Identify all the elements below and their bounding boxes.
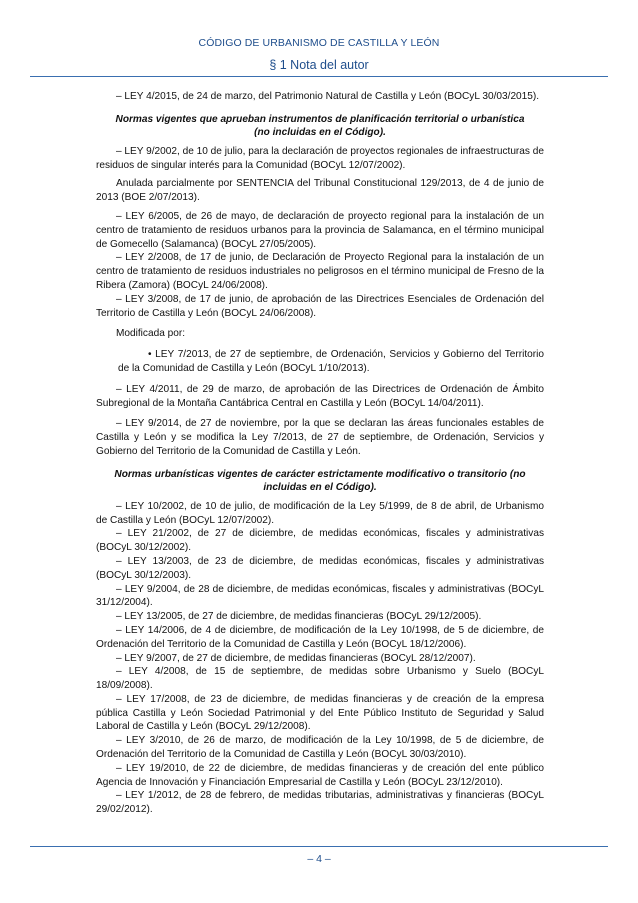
paragraph: – LEY 17/2008, de 23 de diciembre, de medidas financieras y de creación de la empresa pública Castilla y León Sociedad Patrimonial y del Ente Público Instituto de Seguridad y Salud Laboral de Castilla y León (BOCyL 29/12/2008). <box>96 693 544 733</box>
paragraph: – LEY 21/2002, de 27 de diciembre, de medidas económicas, fiscales y administrativas (BOCyL 30/12/2002). <box>96 528 544 554</box>
running-header-section: § 1 Nota del autor <box>269 58 369 72</box>
paragraph: – LEY 2/2008, de 17 de junio, de Declaración de Proyecto Regional para la instalación de un centro de tratamiento de residuos industriales no peligrosos en el término municipal de Fresno de la Ribera (Zamora) (BOCyL 24/06/2008). <box>96 252 544 291</box>
paragraph: – LEY 13/2005, de 27 de diciembre, de medidas financieras (BOCyL 29/12/2005). <box>116 611 482 623</box>
paragraph: – LEY 9/2002, de 10 de julio, para la declaración de proyectos regionales de infraestructuras de residuos de singular interés para la Comunidad (BOCyL 12/07/2002). <box>96 145 544 171</box>
footer-divider <box>30 846 608 847</box>
paragraph: – LEY 9/2004, de 28 de diciembre, de medidas económicas, fiscales y administrativas (BOCyL 31/12/2004). <box>96 583 544 609</box>
paragraph: – LEY 3/2010, de 26 de marzo, de modificación de la Ley 10/1998, de 5 de diciembre, de Ordenación del Territorio de la Comunidad de Castilla y León (BOCyL 30/03/2010). <box>96 735 544 761</box>
paragraph: – LEY 3/2008, de 17 de junio, de aprobación de las Directrices Esenciales de Ordenación del Territorio de Castilla y León (BOCyL 24/06/2008). <box>96 293 544 319</box>
paragraph: – LEY 9/2014, de 27 de noviembre, por la que se declaran las áreas funcionales estables de Castilla y León y se modifica la Ley 7/2013, de 27 de septiembre, de Ordenación, Servicios y Gobierno del Territorio de la Comunidad de Castilla y León. <box>96 418 544 457</box>
paragraph: – LEY 14/2006, de 4 de diciembre, de modificación de la Ley 10/1998, de 5 de diciembre, de Ordenación del Territorio de la Comunidad de Castilla y León (BOCyL 18/12/2006). <box>96 624 544 650</box>
header-divider <box>30 76 608 77</box>
paragraph: – LEY 13/2003, de 23 de diciembre, de medidas económicas, fiscales y administrativas (BOCyL 30/12/2003). <box>96 555 544 581</box>
paragraph: – LEY 4/2008, de 15 de septiembre, de medidas sobre Urbanismo y Suelo (BOCyL 18/09/2008). <box>96 666 544 692</box>
paragraph: Modificada por: <box>116 328 186 340</box>
page-number: – 4 – <box>307 853 331 865</box>
paragraph: – LEY 9/2007, de 27 de diciembre, de medidas financieras (BOCyL 28/12/2007). <box>116 652 476 664</box>
paragraph: – LEY 4/2015, de 24 de marzo, del Patrimonio Natural de Castilla y León (BOCyL 30/03/2015). <box>116 91 540 102</box>
paragraph: – LEY 6/2005, de 26 de mayo, de declaración de proyecto regional para la instalación de un centro de tratamiento de residuos urbanos para la provincia de Salamanca, en el término municipal de Gomecello (Salamanca) (BOCyL 27/05/2005). <box>96 210 544 250</box>
paragraph: Anulada parcialmente por SENTENCIA del Tribunal Constitucional 129/2013, de 4 de junio de 2013 (BOE 2/07/2013). <box>96 178 544 204</box>
paragraph: – LEY 1/2012, de 28 de febrero, de medidas tributarias, administrativas y financieras (BOCyL 29/02/2012). <box>96 790 544 816</box>
paragraph: – LEY 19/2010, de 22 de diciembre, de medidas financieras y de creación del ente público Agencia de Innovación y Financiación Empresarial de Castilla y León (BOCyL 23/12/2010). <box>96 762 544 788</box>
paragraph: – LEY 4/2011, de 29 de marzo, de aprobación de las Directrices de Ordenación de Ámbito Subregional de la Montaña Cantábrica Central en Castilla y León (BOCyL 14/04/2011). <box>96 383 544 409</box>
section-heading: Normas vigentes que aprueban instrumentos de planificación territorial o urbanística (no incluidas en el Código). <box>115 113 525 139</box>
running-header-title: CÓDIGO DE URBANISMO DE CASTILLA Y LEÓN <box>198 37 440 49</box>
paragraph: – LEY 10/2002, de 10 de julio, de modificación de la Ley 5/1999, de 8 de abril, de Urbanismo de Castilla y León (BOCyL 12/07/2002). <box>96 500 544 526</box>
section-heading: Normas urbanísticas vigentes de carácter estrictamente modificativo o transitorio (no incluidas en el Código). <box>114 468 526 494</box>
bullet-item: • LEY 7/2013, de 27 de septiembre, de Ordenación, Servicios y Gobierno del Territorio de la Comunidad de Castilla y León (BOCyL 1/10/2013). <box>118 349 544 374</box>
page-body <box>96 90 544 817</box>
